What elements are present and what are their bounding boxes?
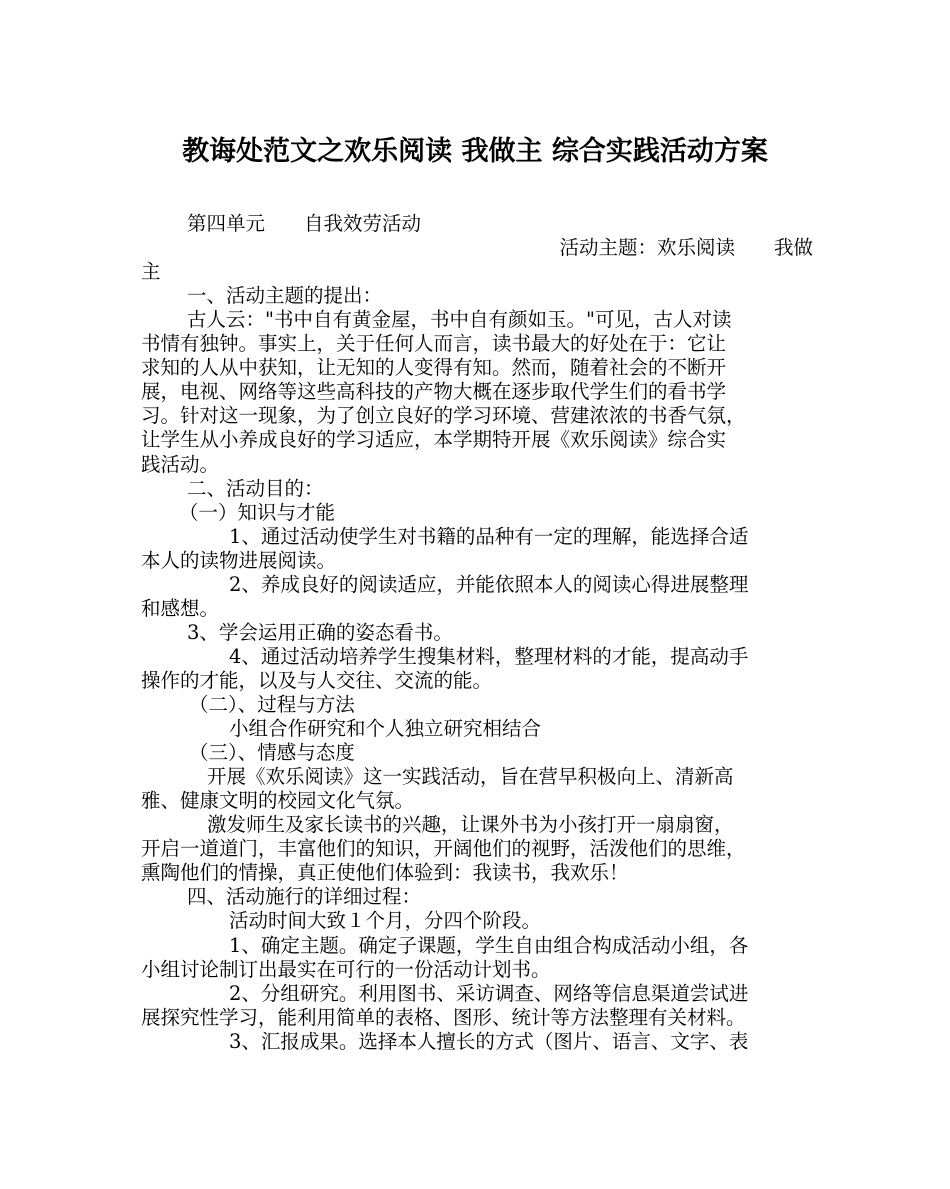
text-line: 3、学会运用正确的姿态看书。 bbox=[187, 620, 453, 644]
text-line: 求知的人从中获知，让无知的人变得有知。然而，随着社会的不断开 bbox=[141, 356, 727, 380]
text-line: 古人云："书中自有黄金屋，书中自有颜如玉。"可见，古人对读 bbox=[187, 308, 732, 332]
text-line: 开展《欢乐阅读》这一实践活动，旨在营早积极向上、清新高 bbox=[207, 765, 734, 789]
text-line: 1、确定主题。确定子课题，学生自由组合构成活动小组，各 bbox=[229, 933, 749, 957]
text-line: 活动时间大致１个月，分四个阶段。 bbox=[229, 909, 542, 933]
text-line: 第四单元 自我效劳活动 bbox=[187, 212, 422, 235]
text-line: 展探究性学习，能利用简单的表格、图形、统计等方法整理有关材料。 bbox=[141, 1005, 746, 1029]
text-line: 操作的才能，以及与人交往、交流的能。 bbox=[141, 668, 493, 692]
text-line: （一）知识与才能 bbox=[179, 500, 336, 524]
document-title: 教诲处范文之欢乐阅读 我做主 综合实践活动方案 bbox=[182, 136, 768, 167]
text-line: 小组讨论制订出最实在可行的一份活动计划书。 bbox=[141, 957, 551, 981]
text-line: 小组合作研究和个人独立研究相结合 bbox=[229, 717, 542, 741]
text-line: （三）、情感与态度 bbox=[189, 741, 355, 765]
text-line: 激发师生及家长读书的兴趣，让课外书为小孩打开一扇扇窗， bbox=[207, 813, 734, 837]
text-line: 一、活动主题的提出： bbox=[187, 284, 383, 308]
text-line: 雅、健康文明的校园文化气氛。 bbox=[141, 789, 415, 813]
text-line: 1、通过活动使学生对书籍的品种有一定的理解，能选择合适 bbox=[229, 524, 749, 548]
text-line: 本人的读物进展阅读。 bbox=[141, 548, 337, 572]
text-line: 和感想。 bbox=[141, 596, 220, 620]
text-line: 习。针对这一现象，为了创立良好的学习环境、营建浓浓的书香气氛， bbox=[141, 404, 746, 428]
text-line: 让学生从小养成良好的学习适应，本学期特开展《欢乐阅读》综合实 bbox=[141, 428, 727, 452]
text-line: 2、养成良好的阅读适应，并能依照本人的阅读心得进展整理 bbox=[229, 572, 749, 596]
text-line: 二、活动目的： bbox=[187, 476, 324, 500]
text-line: 践活动。 bbox=[141, 452, 220, 476]
text-line: 开启一道道门，丰富他们的知识，开阔他们的视野，活泼他们的思维， bbox=[141, 837, 746, 861]
text-line: 主 bbox=[141, 260, 161, 284]
text-line: 活动主题：欢乐阅读 我做 bbox=[559, 236, 813, 260]
text-line: 3、汇报成果。选择本人擅长的方式（图片、语言、文字、表 bbox=[229, 1029, 749, 1053]
text-line: 展，电视、网络等这些高科技的产物大概在逐步取代学生们的看书学 bbox=[141, 380, 727, 404]
text-line: （二）、过程与方法 bbox=[189, 693, 355, 716]
text-line: 四、活动施行的详细过程： bbox=[187, 885, 422, 909]
text-line: 书情有独钟。事实上，关于任何人而言，读书最大的好处在于：它让 bbox=[141, 332, 727, 356]
text-line: 2、分组研究。利用图书、采访调查、网络等信息渠道尝试进 bbox=[229, 981, 749, 1005]
text-line: 熏陶他们的情操，真正使他们体验到：我读书，我欢乐！ bbox=[141, 861, 629, 885]
text-line: 4、通过活动培养学生搜集材料，整理材料的才能，提高动手 bbox=[229, 644, 749, 668]
